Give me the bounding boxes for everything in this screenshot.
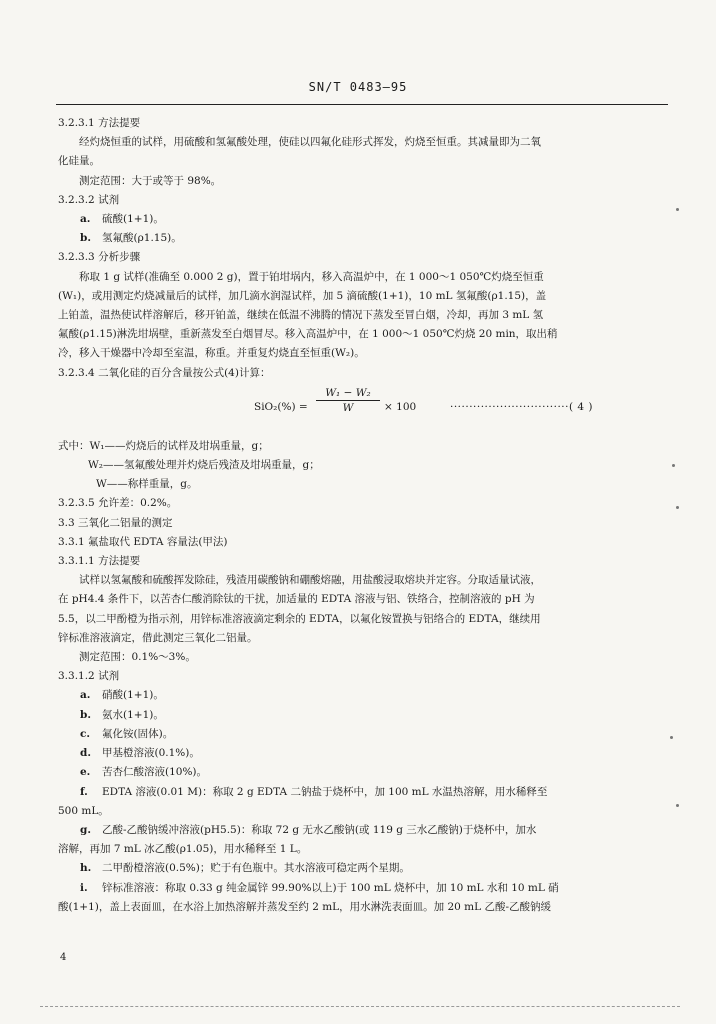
reagent-list-item xyxy=(58,859,666,878)
list-item-text: 硝酸(1+1)。 xyxy=(102,689,164,702)
paragraph-line: 称取 1 g 试样(准确至 0.000 2 g)，置于铂坩埚内，移入高温炉中，在 1 000～1 050℃灼烧至恒重 xyxy=(79,270,544,283)
list-item-text: 二甲酚橙溶液(0.5%)；贮于有色瓶中。其水溶液可稳定两个星期。 xyxy=(102,862,410,875)
formula-4 xyxy=(58,387,666,433)
formula-denominator: W xyxy=(342,401,354,414)
paragraph-line: (W₁)，或用测定灼烧减量后的试样，加几滴水润湿试样，加 5 滴硫酸(1+1)，10 mL 氢氟酸(ρ1.15)，盖 xyxy=(58,289,547,302)
paragraph-line: 在 pH4.4 条件下，以苦杏仁酸消除钛的干扰，加适量的 EDTA 溶液与铝、铁络合，控制溶液的 pH 为 xyxy=(58,593,535,606)
section-heading: 3.3.1 氟盐取代 EDTA 容量法(甲法) xyxy=(58,535,228,548)
paragraph-line: 经灼烧恒重的试样，用硫酸和氢氟酸处理，使硅以四氟化硅形式挥发，灼烧至恒重。其减量即为二氧 xyxy=(79,136,541,149)
reagent-list-item xyxy=(58,725,666,744)
formula-lhs: SiO₂(%) = xyxy=(254,400,308,413)
list-item-label: b. xyxy=(80,708,91,721)
scan-speck xyxy=(676,804,679,807)
paragraph-line: 溶解，再加 7 mL 冰乙酸(ρ1.05)，用水稀释至 1 L。 xyxy=(58,843,308,856)
scan-speck xyxy=(676,506,679,509)
section-heading: 3.3 三氧化二铝量的测定 xyxy=(58,516,173,529)
section-heading: 3.2.3.5 允许差：0.2%。 xyxy=(58,497,178,510)
scan-bottom-edge xyxy=(40,1006,680,1007)
list-item-label: c. xyxy=(80,727,91,740)
formula-rhs: × 100 xyxy=(384,400,417,413)
paragraph-line: 测定范围：大于或等于 98%。 xyxy=(79,174,222,187)
section-heading: 3.2.3.2 试剂 xyxy=(58,193,120,206)
paragraph-line: 测定范围：0.1%～3%。 xyxy=(79,651,196,664)
section-3-2-3 xyxy=(58,114,666,383)
list-item-text: 氢氟酸(ρ1.15)。 xyxy=(102,232,182,245)
paragraph-line: 氟酸(ρ1.15)淋洗坩埚壁，重新蒸发至白烟冒尽。移入高温炉中，在 1 000～1 050℃灼烧 20 min，取出稍 xyxy=(58,328,558,341)
standard-number-header: SN/T 0483—95 xyxy=(308,80,408,94)
header-rule xyxy=(56,104,668,105)
paragraph-line: 试样以氢氟酸和硫酸挥发除硅，残渣用碳酸钠和硼酸熔融，用盐酸浸取熔块并定容。分取适量试液， xyxy=(79,574,541,587)
list-item-label: a. xyxy=(80,213,91,226)
list-item-label: i. xyxy=(80,881,88,894)
reagent-list-item xyxy=(58,210,666,229)
section-heading: 3.2.3.4 二氧化硅的百分含量按公式(4)计算： xyxy=(58,366,271,379)
reagent-list-item xyxy=(58,879,666,898)
list-item-text: 乙酸-乙酸钠缓冲溶液(pH5.5)：称取 72 g 无水乙酸钠(或 119 g 三水乙酸钠)于烧杯中，加水 xyxy=(102,823,537,836)
variable-definition: 式中：W₁——灼烧后的试样及坩埚重量，g； xyxy=(58,439,269,452)
section-heading: 3.2.3.1 方法提要 xyxy=(58,117,141,129)
list-item-text: 锌标准溶液：称取 0.33 g 纯金属锌 99.90%以上)于 100 mL 烧杯中，加 10 mL 水和 10 mL 硝 xyxy=(102,881,559,894)
list-item-label: f. xyxy=(80,785,88,798)
scan-speck xyxy=(670,736,673,739)
scan-speck xyxy=(672,464,675,467)
formula-numerator: W₁ − W₂ xyxy=(316,387,380,401)
paragraph-line: 锌标准溶液滴定，借此测定三氧化二铝量。 xyxy=(58,631,258,644)
section-heading: 3.3.1.2 试剂 xyxy=(58,670,120,683)
list-item-text: EDTA 溶液(0.01 M)：称取 2 g EDTA 二钠盐于烧杯中，加 100 mL 水温热溶解，用水稀释至 xyxy=(102,785,548,798)
reagent-list-item xyxy=(58,686,666,705)
formula-equation-number: ·······························( 4 ) xyxy=(450,400,594,413)
section-heading: 3.3.1.1 方法提要 xyxy=(58,555,141,568)
reagent-list-item xyxy=(58,706,666,725)
list-item-text: 氨水(1+1)。 xyxy=(102,708,164,721)
list-item-label: d. xyxy=(80,747,91,760)
section-3-3 xyxy=(58,437,666,917)
list-item-label: b. xyxy=(80,232,91,245)
document-body xyxy=(58,114,666,917)
paragraph-line: 冷，移入干燥器中冷却至室温，称重。并重复灼烧直至恒重(W₂)。 xyxy=(58,347,365,360)
section-heading: 3.2.3.3 分析步骤 xyxy=(58,251,141,264)
list-item-label: g. xyxy=(80,823,91,836)
paragraph-line: 500 mL。 xyxy=(58,804,109,817)
reagent-list-item xyxy=(58,783,666,802)
reagent-list-item xyxy=(58,821,666,840)
paragraph-line: 化硅量。 xyxy=(58,155,100,168)
list-item-label: e. xyxy=(80,766,91,779)
scan-speck xyxy=(676,208,679,211)
formula-fraction xyxy=(316,387,380,414)
paragraph-line: 酸(1+1)，盖上表面皿，在水浴上加热溶解并蒸发至约 2 mL，用水淋洗表面皿。加 20 mL 乙酸-乙酸钠缓 xyxy=(58,900,551,913)
list-item-text: 硫酸(1+1)。 xyxy=(102,213,164,226)
variable-definition: W——称样重量，g。 xyxy=(96,478,198,491)
list-item-label: a. xyxy=(80,689,91,702)
list-item-text: 苦杏仁酸溶液(10%)。 xyxy=(102,766,208,779)
reagent-list-item xyxy=(58,744,666,763)
reagent-list-item xyxy=(58,229,666,248)
paragraph-line: 上铂盖，温热使试样溶解后，移开铂盖，继续在低温不沸腾的情况下蒸发至冒白烟，冷却，再加 3 mL 氢 xyxy=(58,309,544,322)
list-item-text: 氟化铵(固体)。 xyxy=(102,727,174,740)
reagent-list-item xyxy=(58,763,666,782)
list-item-text: 甲基橙溶液(0.1%)。 xyxy=(102,747,200,760)
list-item-label: h. xyxy=(80,862,92,875)
variable-definition: W₂——氢氟酸处理并灼烧后残渣及坩埚重量，g； xyxy=(88,459,320,472)
page-number: 4 xyxy=(60,952,67,963)
paragraph-line: 5.5，以二甲酚橙为指示剂，用锌标准溶液滴定剩余的 EDTA，以氟化铵置换与铝络合的 EDTA，继续用 xyxy=(58,612,541,625)
